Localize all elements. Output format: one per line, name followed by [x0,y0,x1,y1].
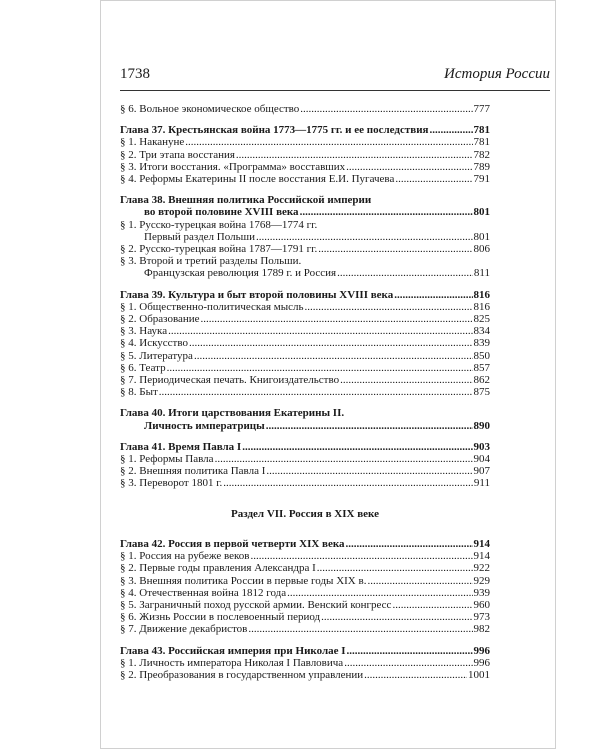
chapter-heading[interactable]: Глава 42. Россия в первой четверти XIX века ..... 914 [120,538,490,550]
toc-entry[interactable]: § 4. Отечественная война 1812 года ..... 939 [120,587,490,599]
toc-entry[interactable]: § 2. Внешняя политика Павла I ..... 907 [120,465,490,477]
running-title: История России [444,66,550,82]
toc-entry[interactable]: § 2. Первые годы правления Александра I ..... 922 [120,562,490,574]
header-rule [120,90,550,91]
toc-entry[interactable]: § 1. Личность императора Николая I Павловича ..... 996 [120,657,490,669]
toc-entry[interactable]: § 1. Россия на рубеже веков ..... 914 [120,550,490,562]
running-header [120,66,550,88]
toc-entry[interactable]: § 2. Русско-турецкая война 1787—1791 гг. ..... 806 [120,243,490,255]
toc-entry[interactable]: § 2. Образование ..... 825 [120,313,490,325]
toc-entry[interactable]: § 2. Три этапа восстания ..... 782 [120,149,490,161]
toc-entry[interactable]: § 6. Жизнь России в послевоенный период ..... 973 [120,611,490,623]
toc-entry[interactable]: § 5. Литература ..... 850 [120,350,490,362]
chapter-heading-line: Глава 40. Итоги царствования Екатерины II. [120,407,345,420]
chapter-heading[interactable]: Глава 41. Время Павла I ..... 903 [120,441,490,453]
table-of-contents [120,103,490,681]
chapter-heading[interactable]: во второй половине XVIII века ..... 801 [120,206,490,218]
toc-entry[interactable]: § 2. Преобразования в государственном управлении ..... 1001 [120,669,490,681]
toc-entry[interactable]: § 4. Искусство ..... 839 [120,337,490,349]
toc-entry-line: § 3. Второй и третий разделы Польши. [120,255,302,268]
chapter-heading[interactable]: Личность императрицы ..... 890 [120,420,490,432]
toc-entry[interactable]: § 6. Вольное экономическое общество ..... 777 [120,103,490,115]
section-heading: Раздел VII. Россия в XIX веке [231,507,379,520]
chapter-heading[interactable]: Глава 39. Культура и быт второй половины XVIII века ..... 816 [120,289,490,301]
toc-entry[interactable]: § 3. Итоги восстания. «Программа» восставших ..... 789 [120,161,490,173]
toc-entry[interactable]: § 4. Реформы Екатерины II после восстания Е.И. Пугачева ..... 791 [120,173,490,185]
toc-entry[interactable]: Первый раздел Польши ..... 801 [120,231,490,243]
toc-entry-line: § 1. Русско-турецкая война 1768—1774 гг. [120,218,318,231]
chapter-heading[interactable]: Глава 43. Российская империя при Николае I ..... 996 [120,645,490,657]
toc-entry[interactable]: § 3. Наука ..... 834 [120,325,490,337]
page-number: 1738 [120,66,150,82]
toc-entry[interactable]: § 5. Заграничный поход русской армии. Венский конгресс ..... 960 [120,599,490,611]
toc-entry[interactable]: § 1. Реформы Павла ..... 904 [120,453,490,465]
toc-entry[interactable]: § 3. Переворот 1801 г. ..... 911 [120,477,490,489]
chapter-heading[interactable]: Глава 37. Крестьянская война 1773—1775 гг. и ее последствия ..... 781 [120,124,490,136]
toc-entry[interactable]: § 1. Накануне ..... 781 [120,136,490,148]
toc-entry[interactable]: § 6. Театр ..... 857 [120,362,490,374]
chapter-heading-line: Глава 38. Внешняя политика Российской империи [120,194,372,207]
toc-entry[interactable]: § 1. Общественно-политическая мысль ..... 816 [120,301,490,313]
toc-entry[interactable]: § 7. Периодическая печать. Книгоиздательство ..... 862 [120,374,490,386]
toc-entry[interactable]: § 8. Быт ..... 875 [120,386,490,398]
toc-entry[interactable]: Французская революция 1789 г. и Россия ..... 811 [120,267,490,279]
toc-entry[interactable]: § 3. Внешняя политика России в первые годы XIX в. ..... 929 [120,575,490,587]
toc-entry[interactable]: § 7. Движение декабристов ..... 982 [120,623,490,635]
